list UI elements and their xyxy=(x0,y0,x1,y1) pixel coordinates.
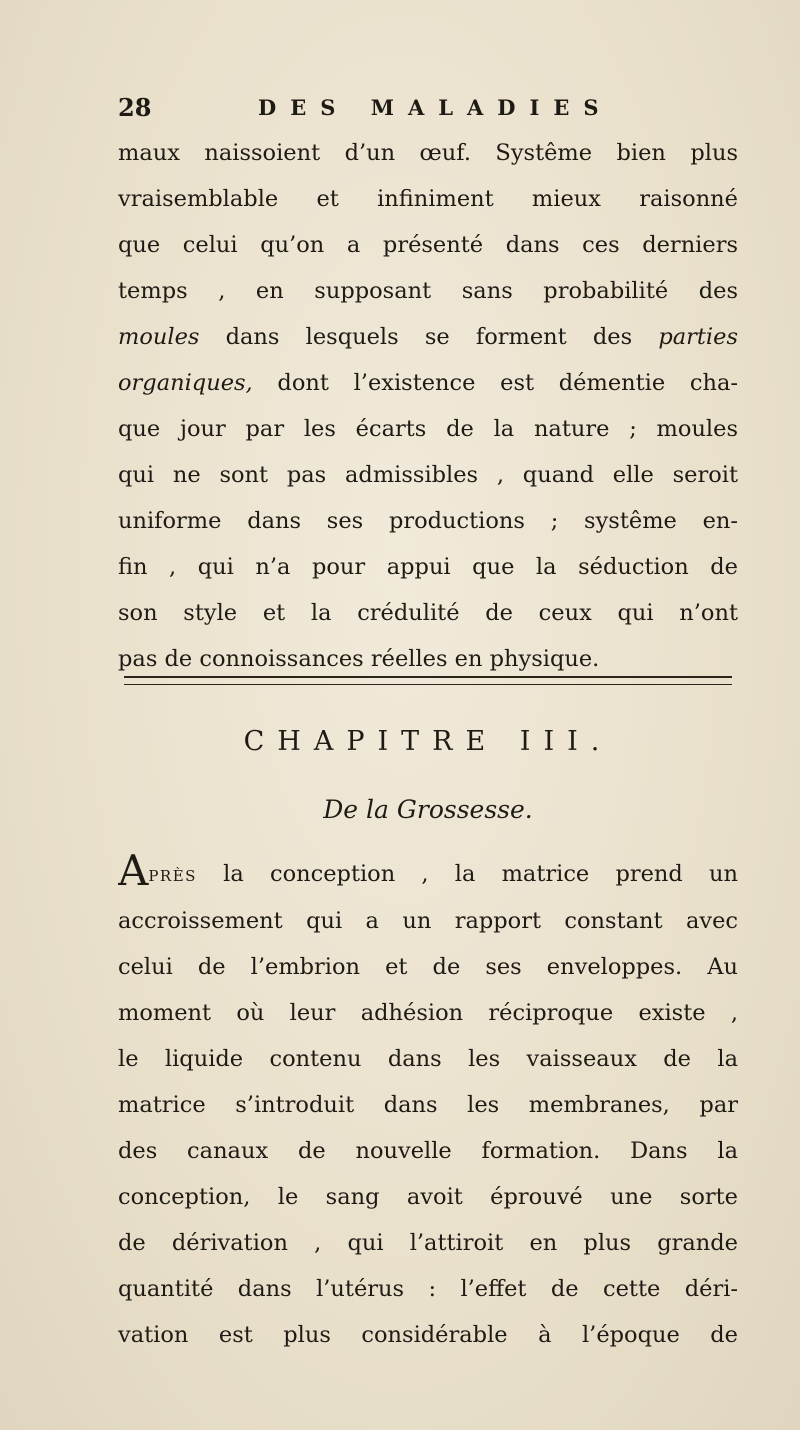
text-line-with-italics xyxy=(118,318,738,356)
running-title: DES MALADIES xyxy=(258,95,613,120)
text-line: des canaux de nouvelle formation. Dans la xyxy=(118,1138,738,1164)
text-line: vraisemblable et infiniment mieux raisonné xyxy=(118,186,738,212)
text-line: que jour par les écarts de la nature ; moules xyxy=(118,416,738,442)
text-line: quantité dans l’utérus : l’effet de cette déri- xyxy=(118,1276,738,1302)
text-line: celui de l’embrion et de ses enveloppes. Au xyxy=(118,954,738,980)
small-caps-word: PRÈS xyxy=(148,867,197,885)
text-line: matrice s’introduit dans les membranes, par xyxy=(118,1092,738,1118)
text-segment: la conception , la matrice prend un xyxy=(196,861,738,887)
text-line: qui ne sont pas admissibles , quand elle seroit xyxy=(118,462,738,488)
text-line: le liquide contenu dans les vaisseaux de la xyxy=(118,1046,738,1072)
italic-word: organiques, xyxy=(118,370,253,396)
drop-cap: A xyxy=(118,852,149,895)
italic-word: moules xyxy=(118,324,200,350)
running-head xyxy=(118,88,718,128)
chapter-first-line xyxy=(118,852,738,896)
text-line: accroissement qui a un rapport constant avec xyxy=(118,908,738,934)
text-line: moment où leur adhésion réciproque existe , xyxy=(118,1000,738,1026)
text-line: maux naissoient d’un œuf. Systême bien plus xyxy=(118,140,738,166)
text-line: pas de connoissances réelles en physique. xyxy=(118,646,600,672)
text-line-with-italics xyxy=(118,364,738,402)
page-number: 28 xyxy=(118,93,152,122)
chapter-subtitle: De la Grossesse. xyxy=(323,795,533,824)
divider-rule xyxy=(124,676,732,678)
text-line: son style et la crédulité de ceux qui n’ont xyxy=(118,600,738,626)
text-line: conception, le sang avoit éprouvé une sorte xyxy=(118,1184,738,1210)
text-line: temps , en supposant sans probabilité des xyxy=(118,278,738,304)
text-line: de dérivation , qui l’attiroit en plus grande xyxy=(118,1230,738,1256)
text-line: fin , qui n’a pour appui que la séduction de xyxy=(118,554,738,580)
text-segment: dont l’existence est démentie cha- xyxy=(252,370,738,396)
text-segment: dans lesquels se forment des xyxy=(199,324,659,350)
text-line: uniforme dans ses productions ; systême en- xyxy=(118,508,738,534)
text-line: vation est plus considérable à l’époque de xyxy=(118,1322,738,1348)
italic-word: parties xyxy=(658,324,738,350)
chapter-heading: CHAPITRE III. xyxy=(243,726,613,757)
divider-rule xyxy=(124,684,732,685)
text-line: que celui qu’on a présenté dans ces derniers xyxy=(118,232,738,258)
